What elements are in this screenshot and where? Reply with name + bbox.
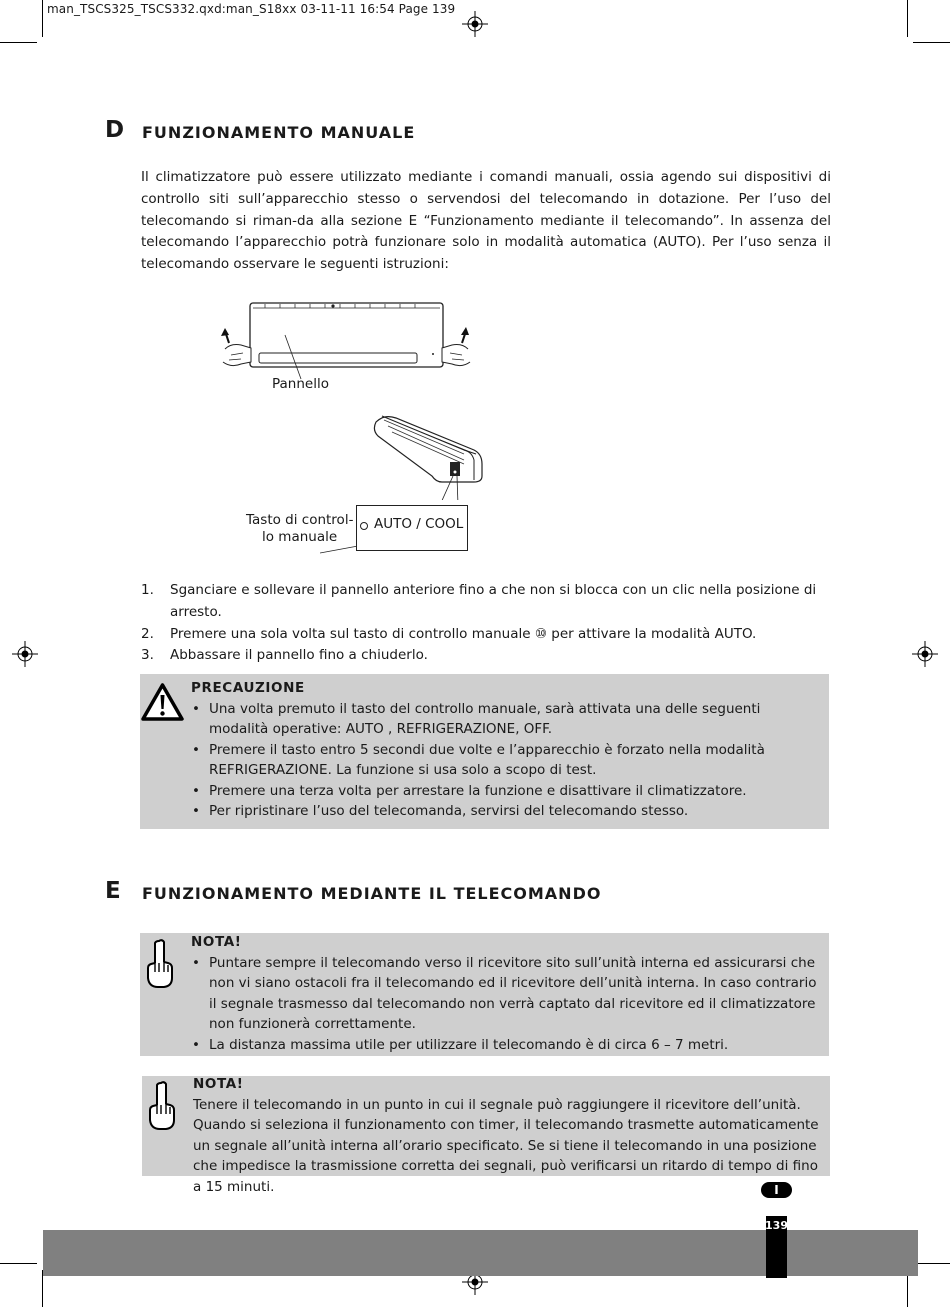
- section-d-title: FUNZIONAMENTO MANUALE: [142, 123, 416, 142]
- registration-mark-icon: [462, 11, 488, 37]
- crop-mark: [913, 42, 950, 43]
- manual-steps-list: [141, 580, 841, 667]
- leader-line: [320, 540, 360, 555]
- pointing-finger-icon: [148, 1080, 178, 1132]
- list-item: • Una volta premuto il tasto del controllo manuale, sarà attivata una delle seguenti modalità operative: AUTO , REFRIGERAZIONE, OFF.: [191, 699, 821, 740]
- list-item: • Per ripristinare l’uso del telecomanda, servirsi del telecomando stesso.: [191, 801, 821, 821]
- note2-text: Tenere il telecomando in un punto in cui il segnale può raggiungere il ricevitore dell’unità. Quando si seleziona il funzionamento con timer, il telecomando trasmette automaticamente un segnale all’unità interna all’orario specificato. Se si tiene il telecomando in una posizione che impedisce la trasmissione corretta dei segnali, può verificarsi un ritardo di tempo di fino a 15 minuti.: [193, 1097, 819, 1195]
- note2-title: NOTA!: [193, 1076, 244, 1092]
- list-item: • Puntare sempre il telecomando verso il ricevitore sito sull’unità interna ed assicurarsi che non vi siano ostacoli fra il telecomando ed il ricevitore dell’unità interna. In caso contrario il segnale trasmesso dal telecomando non verrà captato dal ricevitore ed il climatizzatore non funzionerà correttamente.: [191, 953, 823, 1035]
- print-slug: man_TSCS325_TSCS332.qxd:man_S18xx 03-11-11 16:54 Page 139: [47, 2, 456, 16]
- section-d-intro: Il climatizzatore può essere utilizzato mediante i comandi manuali, ossia agendo sui dispositivi di controllo siti sull’apparecchio stesso o servendosi del telecomando in dotazione. Per l’uso del telecomando si riman-da alla sezione E “Funzionamento mediante il telecomando”. In assenza del telecomando l’apparecchio potrà funzionare solo in modalità automatica (AUTO). Per l’uso senza il telecomando osservare le seguenti istruzioni:: [141, 169, 831, 273]
- page-number: 139: [765, 1219, 788, 1232]
- note1-list: [191, 953, 823, 1055]
- unit-side-view-illustration: [370, 410, 490, 500]
- crop-mark: [913, 1263, 950, 1264]
- registration-mark-icon: [12, 641, 38, 667]
- list-item: 1. Sganciare e sollevare il pannello anteriore fino a che non si blocca con un clic nella posizione di arresto.: [141, 582, 817, 620]
- list-item: • Premere il tasto entro 5 secondi due volte e l’apparecchio è forzato nella modalità REFRIGERAZIONE. La funzione si usa solo a scopo di test.: [191, 740, 821, 781]
- crop-mark: [0, 42, 37, 43]
- button-circle-icon: [359, 521, 369, 531]
- indoor-unit-illustration: [215, 295, 480, 380]
- crop-mark: [0, 1263, 37, 1264]
- list-item: • Premere una terza volta per arrestare la funzione e disattivare il climatizzatore.: [191, 781, 821, 801]
- registration-mark-icon: [912, 641, 938, 667]
- caution-title: PRECAUZIONE: [191, 680, 305, 696]
- section-d-letter: D: [105, 117, 125, 143]
- list-item: 2. Premere una sola volta sul tasto di controllo manuale ⑩ per attivare la modalità AUTO.: [141, 625, 757, 642]
- pointing-finger-icon: [146, 938, 176, 990]
- crop-mark: [907, 0, 908, 37]
- manual-control-label-line2: lo manuale: [262, 529, 338, 545]
- manual-control-label-line1: Tasto di control-: [246, 512, 354, 528]
- caution-list: [191, 699, 821, 821]
- panel-label: Pannello: [272, 376, 329, 392]
- auto-cool-label: AUTO / COOL: [374, 516, 464, 532]
- warning-triangle-icon: [141, 683, 184, 721]
- list-item: • La distanza massima utile per utilizzare il telecomando è di circa 6 – 7 metri.: [191, 1035, 823, 1055]
- note1-title: NOTA!: [191, 934, 242, 950]
- section-e-title: FUNZIONAMENTO MEDIANTE IL TELECOMANDO: [142, 884, 602, 903]
- section-e-letter: E: [105, 878, 121, 904]
- list-item: 3. Abbassare il pannello fino a chiuderlo.: [141, 647, 428, 664]
- crop-mark: [42, 0, 43, 37]
- language-badge: I: [761, 1182, 792, 1198]
